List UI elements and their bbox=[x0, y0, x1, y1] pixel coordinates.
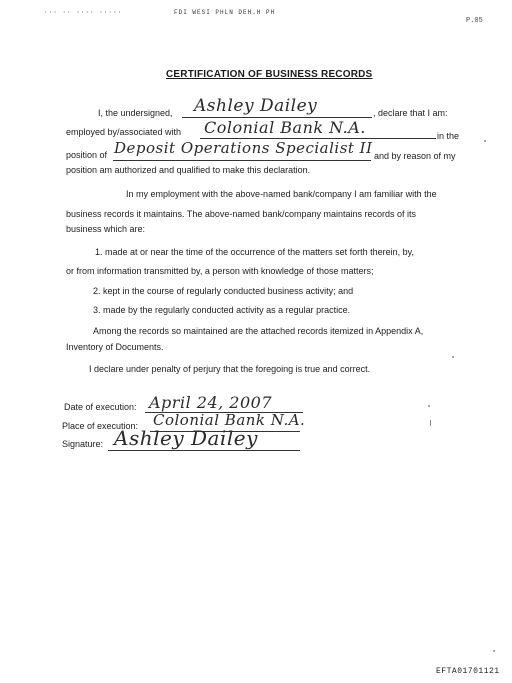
date-handwriting: April 24, 2007 bbox=[149, 393, 273, 412]
position-handwriting: Deposit Operations Specialist II bbox=[114, 139, 373, 157]
scan-speck bbox=[452, 356, 454, 358]
scan-speck bbox=[428, 405, 430, 407]
document-id: EFTA01701121 bbox=[436, 667, 500, 676]
records-text: business records it maintains. The above-named bank/company maintains records of its bbox=[66, 209, 417, 219]
position-line bbox=[113, 160, 371, 161]
list-item-2: 2. kept in the course of regularly conducted business activity; and bbox=[93, 286, 354, 296]
employment-text: In my employment with the above-named bank/company I am familiar with the bbox=[126, 189, 437, 199]
list-item-1: 1. made at or near the time of the occurrence of the matters set forth therein, by, bbox=[95, 247, 414, 257]
page-number: P.05 bbox=[466, 17, 483, 25]
list-item-3: 3. made by the regularly conducted activity as a regular practice. bbox=[93, 305, 351, 315]
position-text: position of bbox=[66, 150, 108, 160]
appendix-text: Among the records so maintained are the attached records itemized in Appendix A, bbox=[93, 326, 424, 336]
name-handwriting: Ashley Dailey bbox=[194, 96, 318, 116]
employed-text: employed by/associated with bbox=[66, 127, 182, 137]
signature-label: Signature: bbox=[62, 439, 104, 449]
fax-header-middle: FDI WESI PHLN DEH.H PH bbox=[174, 9, 276, 16]
place-handwriting: Colonial Bank N.A. bbox=[153, 411, 306, 429]
in-the-text: in the bbox=[437, 131, 460, 141]
declare-text: , declare that I am: bbox=[373, 108, 448, 118]
date-label: Date of execution: bbox=[64, 402, 137, 412]
authorized-text: position am authorized and qualified to make this declaration. bbox=[66, 165, 311, 175]
signature-line bbox=[108, 450, 300, 451]
scan-speck bbox=[430, 420, 431, 426]
list-item-1-cont: or from information transmitted by, a person with knowledge of those matters; bbox=[66, 266, 374, 276]
fax-header-left: ··· ·· ···· ····· bbox=[44, 9, 123, 16]
undersigned-text: I, the undersigned, bbox=[98, 108, 173, 118]
scan-speck bbox=[493, 650, 495, 652]
scan-speck bbox=[484, 140, 486, 142]
company-handwriting: Colonial Bank N.A. bbox=[204, 118, 366, 137]
place-label: Place of execution: bbox=[62, 421, 139, 431]
signature-handwriting: Ashley Dailey bbox=[114, 426, 258, 450]
document-title: CERTIFICATION OF BUSINESS RECORDS bbox=[166, 69, 373, 80]
inventory-text: Inventory of Documents. bbox=[66, 342, 164, 352]
by-reason-text: and by reason of my bbox=[374, 151, 456, 161]
perjury-statement: I declare under penalty of perjury that the foregoing is true and correct. bbox=[89, 364, 371, 374]
business-which-text: business which are: bbox=[66, 224, 146, 234]
